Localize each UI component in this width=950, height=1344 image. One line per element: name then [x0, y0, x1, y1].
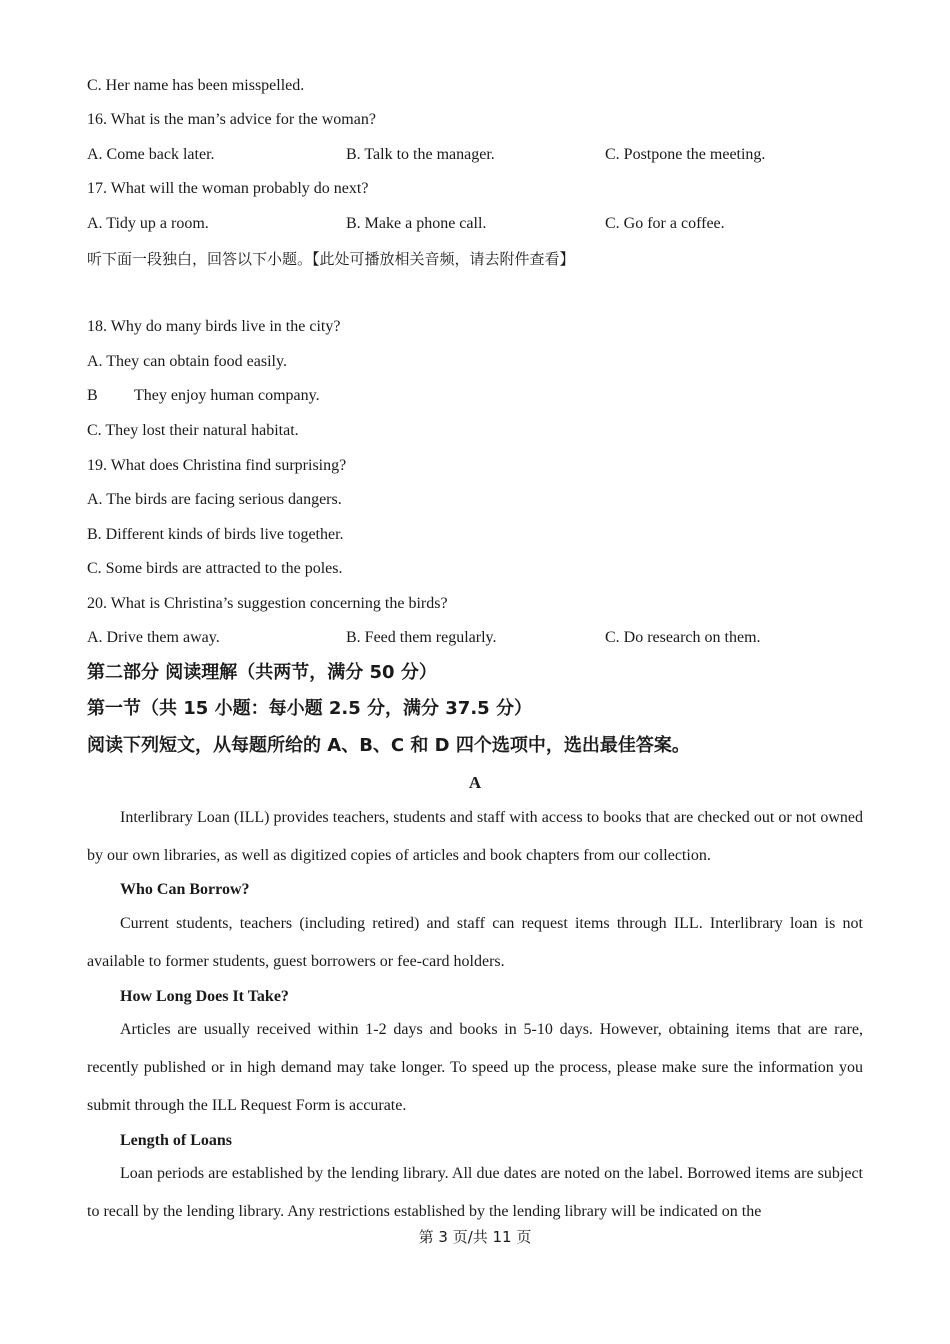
- q15-option-c: C. Her name has been misspelled.: [87, 77, 305, 94]
- q18-option-a: A. They can obtain food easily.: [87, 353, 287, 370]
- q17-option-c: C. Go for a coffee.: [605, 215, 725, 232]
- q16-option-b: B. Talk to the manager.: [346, 146, 495, 163]
- q19-option-a: A. The birds are facing serious dangers.: [87, 491, 342, 508]
- passage-intro-paragraph: Interlibrary Loan (ILL) provides teachers, students and staff with access to books that are checked out or not owned by our own libraries, as well as digitized copies of articles and book chapters from our collection.: [87, 809, 863, 864]
- page-number: 第 3 页/共 11 页: [418, 1228, 532, 1246]
- reading-section-title: 第一节（共 15 小题：每小题 2.5 分，满分 37.5 分）: [87, 698, 532, 719]
- reading-instruction: 阅读下列短文，从每题所给的 A、B、C 和 D 四个选项中，选出最佳答案。: [87, 735, 690, 756]
- q17-option-a: A. Tidy up a room.: [87, 215, 209, 232]
- length-of-loans-heading: Length of Loans: [120, 1132, 233, 1149]
- q18-option-b-label: B: [87, 387, 98, 404]
- reading-part-title: 第二部分 阅读理解（共两节，满分 50 分）: [87, 662, 437, 683]
- page-footer: [0, 1227, 950, 1248]
- q17-option-b: B. Make a phone call.: [346, 215, 487, 232]
- q20-option-a: A. Drive them away.: [87, 629, 220, 646]
- monologue-instruction: 听下面一段独白，回答以下小题。【此处可播放相关音频，请去附件查看】: [87, 250, 575, 268]
- who-can-borrow-paragraph: Current students, teachers (including retired) and staff can request items through ILL. Interlibrary loan is not available to former students, guest borrowers or fee-card holders.: [87, 915, 863, 970]
- q19-option-c: C. Some birds are attracted to the poles.: [87, 560, 343, 577]
- how-long-heading: How Long Does It Take?: [120, 988, 289, 1005]
- q16-question: 16. What is the man’s advice for the woman?: [87, 111, 376, 128]
- length-of-loans-paragraph: Loan periods are established by the lending library. All due dates are noted on the label. Borrowed items are subject to recall by the lending library. Any restrictions established by the lending library will be indicated on the: [87, 1165, 863, 1220]
- who-can-borrow-heading: Who Can Borrow?: [120, 881, 250, 898]
- q18-option-b-text: They enjoy human company.: [134, 387, 320, 404]
- q20-option-b: B. Feed them regularly.: [346, 629, 497, 646]
- q18-option-b: [87, 386, 320, 406]
- q16-option-c: C. Postpone the meeting.: [605, 146, 766, 163]
- q17-question: 17. What will the woman probably do next?: [87, 180, 369, 197]
- how-long-paragraph: Articles are usually received within 1-2 days and books in 5-10 days. However, obtaining items that are rare, recently published or in high demand may take longer. To speed up the process, please make sure the information you submit through the ILL Request Form is accurate.: [87, 1021, 863, 1114]
- q20-option-c: C. Do research on them.: [605, 629, 761, 646]
- q19-question: 19. What does Christina find surprising?: [87, 457, 347, 474]
- passage-label: A: [468, 773, 482, 792]
- q19-option-b: B. Different kinds of birds live together.: [87, 526, 344, 543]
- q18-option-c: C. They lost their natural habitat.: [87, 422, 299, 439]
- q20-question: 20. What is Christina’s suggestion concerning the birds?: [87, 595, 448, 612]
- q18-question: 18. Why do many birds live in the city?: [87, 318, 341, 335]
- q16-option-a: A. Come back later.: [87, 146, 215, 163]
